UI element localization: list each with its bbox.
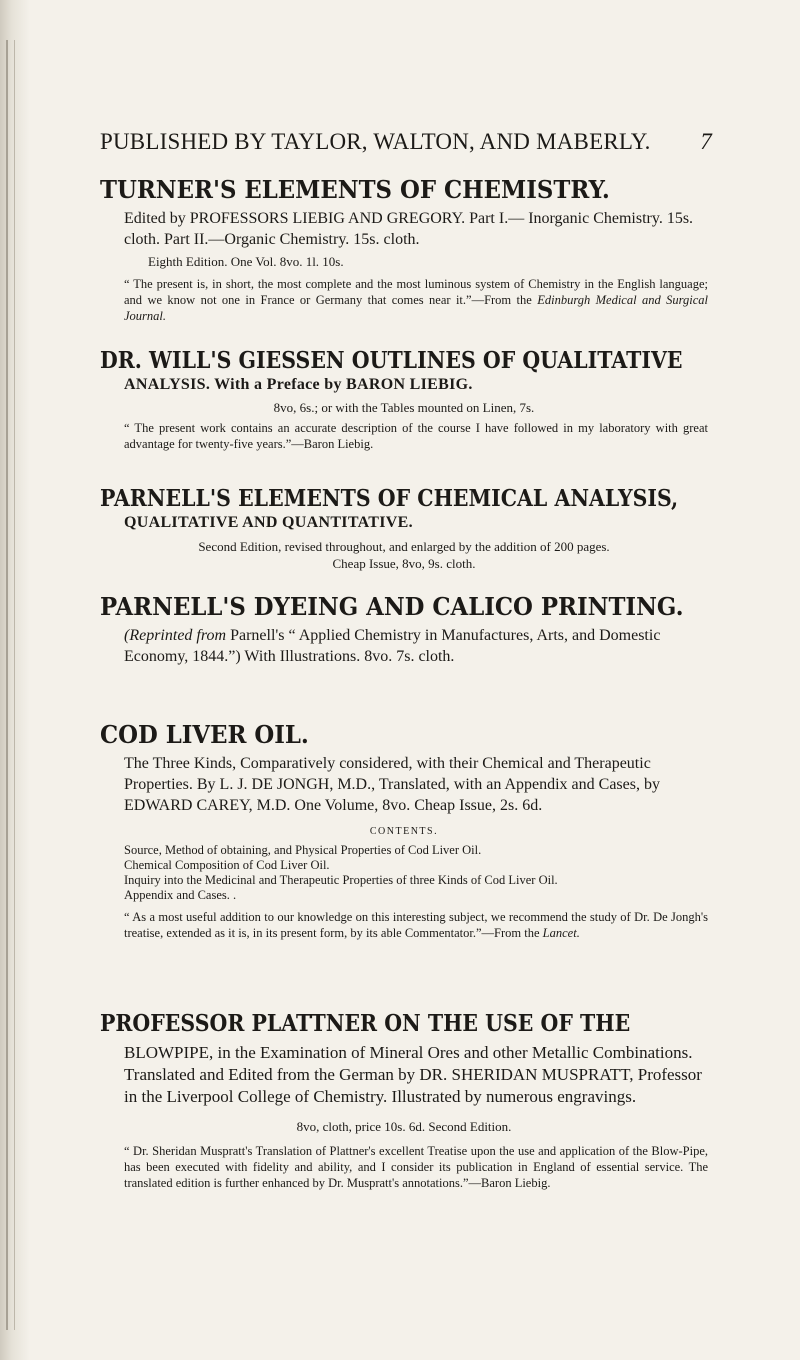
- entry-description: The Three Kinds, Comparatively considered, with their Chemical and Therapeutic Properties. By L. J. DE JONGH, M.D., Translated, with an Appendix and Cases, by EDWARD CAREY, M.D. One Volume, 8vo. Cheap Issue, 2s. 6d.: [124, 755, 660, 814]
- entry-heading: COD LIVER OIL.: [100, 720, 309, 749]
- entry-will-giessen-outlines: [100, 347, 708, 452]
- entry-price: 8vo, cloth, price 10s. 6d. Second Edition.: [296, 1119, 512, 1134]
- quote-text: “ As a most useful addition to our knowledge on this interesting subject, we recommend the study of Dr. De Jongh's treatise, extended as it is, in its present form, by its able Commentator.”—From the: [124, 910, 708, 940]
- entry-edition-note: Second Edition, revised throughout, and enlarged by the addition of 200 pages.: [198, 539, 610, 554]
- entry-subheading: ANALYSIS. With a Preface by BARON LIEBIG.: [124, 376, 473, 393]
- entry-plattner-blowpipe: [100, 1010, 708, 1191]
- entry-heading: PARNELL'S ELEMENTS OF CHEMICAL ANALYSIS,: [100, 485, 679, 512]
- entry-heading: DR. WILL'S GIESSEN OUTLINES OF QUALITATIVE: [100, 347, 683, 374]
- entry-edition: Eighth Edition. One Vol. 8vo. 1l. 10s.: [148, 254, 344, 269]
- reprint-note: (Reprinted from: [124, 627, 227, 644]
- entry-heading: PROFESSOR PLATTNER ON THE USE OF THE: [100, 1010, 631, 1037]
- entry-turner-chemistry: [100, 176, 708, 324]
- quote-text: “ The present is, in short, the most complete and the most luminous system of Chemistry in the English language; and we know not one in France or Germany that comes near it.”—From the: [124, 277, 708, 307]
- contents-item: Source, Method of obtaining, and Physical Properties of Cod Liver Oil.: [124, 843, 482, 857]
- entry-heading: TURNER'S ELEMENTS OF CHEMISTRY.: [100, 175, 610, 204]
- entry-parnell-dyeing: [100, 593, 708, 667]
- contents-list: [100, 843, 708, 903]
- description-text: Parnell's “ Applied Chemistry in Manufactures, Arts, and Domestic Economy, 1844.”) With Illustrations. 8vo. 7s. cloth.: [124, 627, 661, 665]
- page-number: 7: [700, 129, 712, 154]
- entry-parnell-analysis: [100, 485, 708, 572]
- contents-item: Appendix and Cases. .: [124, 888, 237, 902]
- quote-source: Lancet.: [542, 926, 580, 940]
- contents-heading: CONTENTS.: [369, 826, 439, 837]
- entry-cod-liver-oil: [100, 721, 708, 941]
- entry-review-quote: [100, 909, 708, 941]
- entry-review-quote: “ The present work contains an accurate description of the course I have followed in my laboratory with great advantage for twenty-five years.”—Baron Liebig.: [124, 421, 708, 451]
- entry-price: Cheap Issue, 8vo, 9s. cloth.: [332, 556, 476, 571]
- entry-description: [100, 625, 708, 667]
- entry-review-quote: “ Dr. Sheridan Muspratt's Translation of Plattner's excellent Treatise upon the use and application of the Blow-Pipe, has been executed with fidelity and ability, and I consider its publication in England of essential service. The translated edition is further enhanced by Dr. Muspratt's annotations.”—Baron Liebig.: [124, 1144, 708, 1190]
- entry-subheading: QUALITATIVE AND QUANTITATIVE.: [124, 514, 413, 531]
- entry-review-quote: [100, 276, 708, 324]
- entry-description: BLOWPIPE, in the Examination of Mineral Ores and other Metallic Combinations. Translated and Edited from the German by DR. SHERIDAN MUSPRATT, Professor in the Liverpool College of Chemistry. Illustrated by numerous engravings.: [124, 1043, 702, 1106]
- entry-heading: PARNELL'S DYEING AND CALICO PRINTING.: [100, 592, 684, 621]
- contents-item: Chemical Composition of Cod Liver Oil.: [124, 858, 330, 872]
- running-head-title: PUBLISHED BY TAYLOR, WALTON, AND MABERLY.: [100, 129, 651, 154]
- running-head: [100, 129, 712, 159]
- entry-price: 8vo, 6s.; or with the Tables mounted on Linen, 7s.: [273, 400, 535, 415]
- quote-source: Edinburgh Medical and Surgical Journal.: [124, 293, 708, 323]
- entry-description: Edited by PROFESSORS LIEBIG AND GREGORY. Part I.— Inorganic Chemistry. 15s. cloth. Part II.—Organic Chemistry. 15s. cloth.: [124, 210, 694, 248]
- contents-item: Inquiry into the Medicinal and Therapeutic Properties of three Kinds of Cod Liver Oil.: [124, 873, 558, 887]
